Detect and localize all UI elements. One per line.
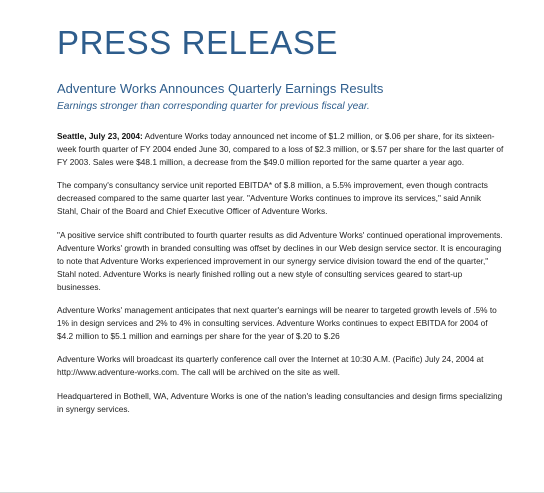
paragraph-quote: "A positive service shift contributed to fourth quarter results as did Adventure Works' continued operational improvements. Adventure Works' growth in branded consulting was offset by declines in our Web design service sector. It is encouraging to note that Adventure Works experienced improvement in our synergy service division toward the end of the quarter," Stahl noted. Adventure Works is nearly finished rolling out a new style of consulting services geared to start-up businesses. xyxy=(57,229,503,292)
body-text xyxy=(57,130,504,416)
paragraph-conference-call: Adventure Works will broadcast its quarterly conference call over the Internet at 10:30 A.M. (Pacific) July 24, 2004 at http://www.adventure-works.com. The call will be archived on the site as well. xyxy=(57,354,484,378)
headline: Adventure Works Announces Quarterly Earnings Results xyxy=(57,81,384,96)
press-release-content xyxy=(57,24,504,426)
dateline: Seattle, July 23, 2004: xyxy=(57,131,143,141)
page-title: PRESS RELEASE xyxy=(57,24,339,61)
paragraph-intro xyxy=(57,130,504,169)
paragraph-outlook: Adventure Works' management anticipates that next quarter's earnings will be nearer to targeted growth levels of .5% to 1% in design services and 2% to 4% in consulting services. Adventure Works continues to expect EBITDA for 2004 of $4.2 million to $5.1 million and earnings per share for the year of $.20 to $.26 xyxy=(57,305,497,342)
paragraph-consultancy: The company's consultancy service unit reported EBITDA* of $.8 million, a 5.5% improvement, even though contracts decreased compared to the same quarter last year. "Adventure Works continues to improve its services," said Annik Stahl, Chair of the Board and Chief Executive Officer of Adventure Works. xyxy=(57,180,488,217)
subheadline: Earnings stronger than corresponding quarter for previous fiscal year. xyxy=(57,101,370,112)
paragraph-headquarters: Headquartered in Bothell, WA, Adventure Works is one of the nation's leading consultancies and design firms specializing in synergy services. xyxy=(57,390,503,414)
paragraph-intro-text: Adventure Works today announced net income of $1.2 million, or $.06 per share, for its sixteen-week fourth quarter of FY 2004 ended June 30, compared to a loss of $2.3 million, or $.57 per share for the last quarter of FY 2003. Sales were $48.1 million, a decrease from the $49.0 million reported for the same quarter a year ago. xyxy=(57,131,504,168)
